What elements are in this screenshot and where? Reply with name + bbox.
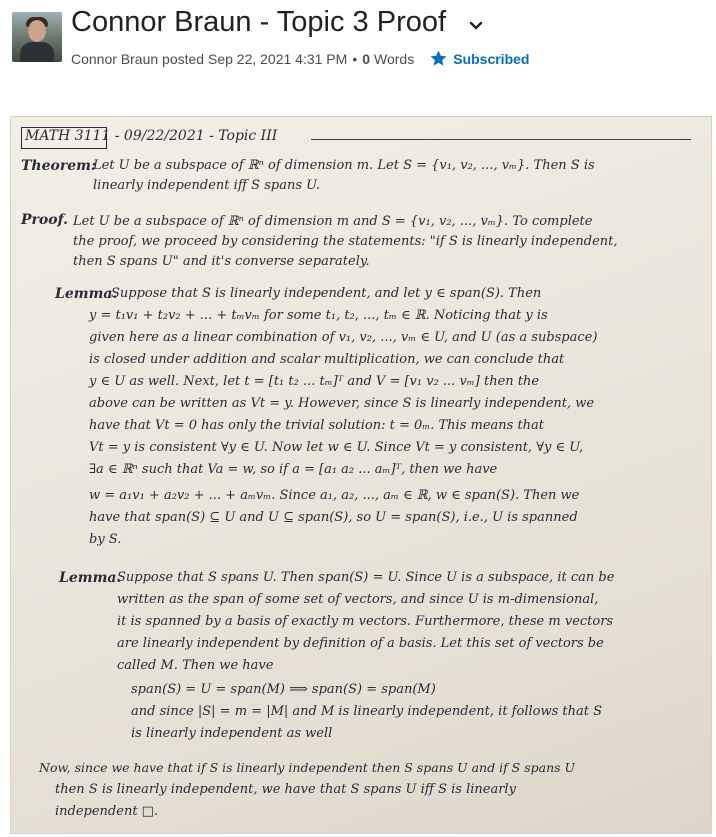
star-icon[interactable] xyxy=(429,49,448,68)
proof-line-3: then S spans U" and it's converse separately. xyxy=(73,254,370,269)
meta-separator: • xyxy=(352,50,358,67)
proof-header: MATH 3111 - 09/22/2021 - Topic III xyxy=(25,128,278,144)
header-rule xyxy=(311,139,691,140)
lemma1-label: Lemma. xyxy=(55,286,118,302)
post-header xyxy=(0,0,716,80)
lemma1-line-5: y ∈ U as well. Next, let t = [t₁ t₂ ... tₘ]ᵀ and V = [v₁ v₂ ... vₘ] then the xyxy=(89,374,540,389)
lemma2-line-7: and since |S| = m = |M| and M is linearly independent, it follows that S xyxy=(131,704,603,719)
lemma1-line-11: have that span(S) ⊆ U and U ⊆ span(S), so U = span(S), i.e., U is spanned xyxy=(89,510,578,525)
lemma1-line-12: by S. xyxy=(89,532,122,547)
lemma1-line-2: y = t₁v₁ + t₂v₂ + ... + tₘvₘ for some t₁, t₂, ..., tₘ ∈ ℝ. Noticing that y is xyxy=(89,308,548,323)
lemma1-line-4: is closed under addition and scalar multiplication, we can conclude that xyxy=(89,352,565,367)
avatar-shirt xyxy=(20,42,54,62)
theorem-line-2: linearly independent iff S spans U. xyxy=(93,178,321,193)
conclusion-line-3: independent □. xyxy=(55,804,159,819)
attached-proof-image xyxy=(10,116,712,834)
lemma2-line-1: Suppose that S spans U. Then span(S) = U. Since U is a subspace, it can be xyxy=(117,570,615,585)
title-row xyxy=(71,6,484,39)
conclusion-line-2: then S is linearly independent, we have that S spans U iff S is linearly xyxy=(55,782,516,797)
lemma1-line-8: Vt = y is consistent ∀y ∈ U. Now let w ∈ U. Since Vt = y consistent, ∀y ∈ U, xyxy=(89,440,584,455)
lemma2-label: Lemma. xyxy=(59,570,122,586)
conclusion-line-1: Now, since we have that if S is linearly independent then S spans U and if S spans U xyxy=(39,760,576,775)
lemma1-line-7: have that Vt = 0 has only the trivial solution: t = 0ₘ. This means that xyxy=(89,418,545,433)
word-label: Words xyxy=(374,50,415,67)
lemma1-line-9: ∃a ∈ ℝⁿ such that Va = w, so if a = [a₁ a₂ ... aₘ]ᵀ, then we have xyxy=(89,462,498,477)
theorem-line-1: Let U be a subspace of ℝⁿ of dimension m. Let S = {v₁, v₂, ..., vₘ}. Then S is xyxy=(93,158,595,173)
post-meta xyxy=(71,49,529,68)
proof-label: Proof. xyxy=(21,212,68,228)
avatar[interactable] xyxy=(12,12,62,62)
lemma2-line-5: called M. Then we have xyxy=(117,658,274,673)
lemma2-line-2: written as the span of some set of vectors, and since U is m-dimensional, xyxy=(117,592,599,607)
lemma1-line-6: above can be written as Vt = y. However, since S is linearly independent, we xyxy=(89,396,595,411)
chevron-down-icon[interactable] xyxy=(468,18,484,34)
proof-line-1: Let U be a subspace of ℝⁿ of dimension m and S = {v₁, v₂, ..., vₘ}. To complete xyxy=(73,214,593,229)
lemma1-line-10: w = a₁v₁ + a₂v₂ + ... + aₘvₘ. Since a₁, a₂, ..., aₘ ∈ ℝ, w ∈ span(S). Then we xyxy=(89,488,580,503)
lemma2-line-6: span(S) = U = span(M) ⟹ span(S) = span(M) xyxy=(131,682,436,697)
lemma1-line-3: given here as a linear combination of v₁, v₂, ..., vₘ ∈ U, and U (as a subspace) xyxy=(89,330,598,345)
lemma2-line-4: are linearly independent by definition of a basis. Let this set of vectors be xyxy=(117,636,604,651)
lemma2-line-3: it is spanned by a basis of exactly m vectors. Furthermore, these m vectors xyxy=(117,614,614,629)
posted-text: Connor Braun posted Sep 22, 2021 4:31 PM xyxy=(71,50,348,67)
lemma1-line-1: Suppose that S is linearly independent, and let y ∈ span(S). Then xyxy=(111,286,542,301)
post-title: Connor Braun - Topic 3 Proof xyxy=(71,6,447,38)
lemma2-line-8: is linearly independent as well xyxy=(131,726,333,741)
avatar-face xyxy=(28,20,46,42)
theorem-label: Theorem: xyxy=(21,158,97,174)
proof-line-2: the proof, we proceed by considering the statements: "if S is linearly independent, xyxy=(73,234,618,249)
subscribed-button[interactable]: Subscribed xyxy=(453,50,530,67)
word-count: 0 xyxy=(362,50,371,67)
